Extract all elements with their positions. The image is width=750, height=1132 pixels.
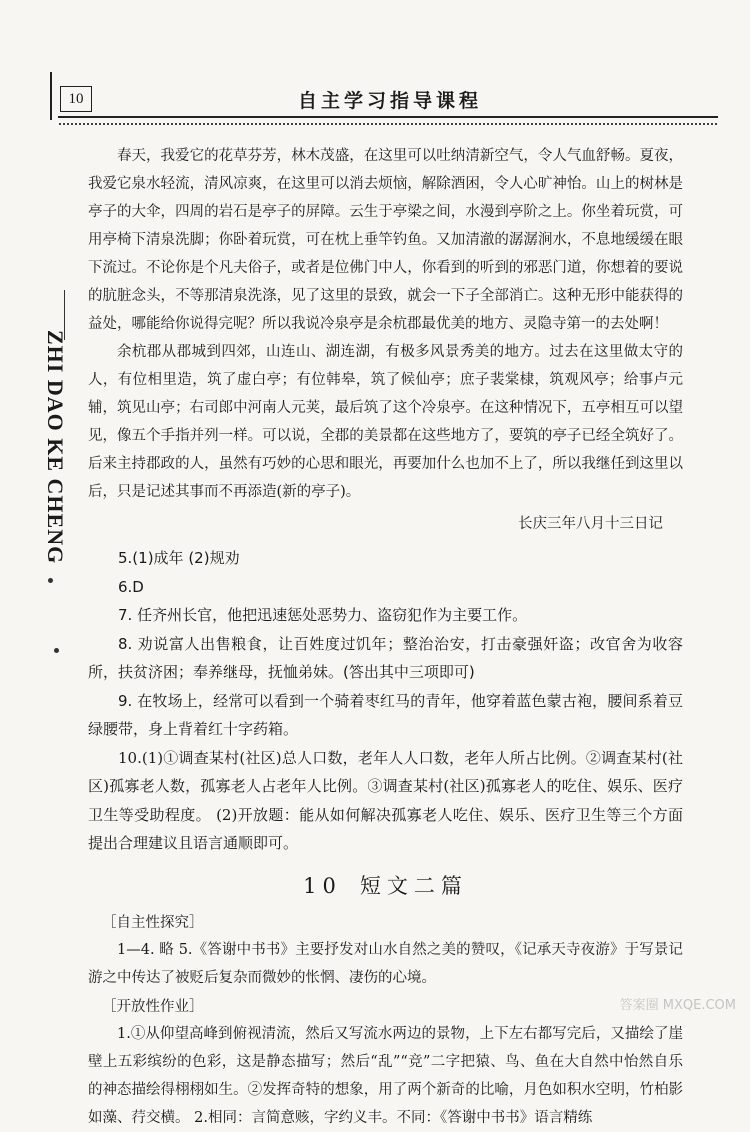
margin-dot: [48, 578, 53, 583]
answer-item: 5.(1)成年 (2)规劝: [118, 549, 240, 567]
section-content: [88, 910, 683, 1132]
answer-item: 7. 任齐州长官，他把迅速惩处恶势力、盗窃犯作为主要工作。: [118, 606, 528, 624]
watermark-text: 答案圈 MXQE.COM: [619, 998, 736, 1013]
header-dotted-rule: [58, 122, 718, 126]
answer-item: 8. 劝说富人出售粮食，让百姓度过饥年；整治治安，打击豪强奸盗；改官舍为收容所，扶贫济困；奉养继母，抚恤弟妹。(答出其中三项即可): [88, 634, 683, 681]
answer-item: 6.D: [118, 577, 144, 596]
page-number: 10: [60, 86, 92, 112]
section-title: 短文二篇: [359, 873, 468, 898]
subsection-label: ［开放性作业］: [102, 998, 204, 1015]
answer-list: [88, 544, 683, 858]
answer-item: 9. 在牧场上，经常可以看到一个骑着枣红马的青年，他穿着蓝色蒙古袍，腰间系着豆绿腰带，身上背着红十字药箱。: [88, 691, 683, 738]
margin-dot: [54, 648, 59, 653]
side-vertical-text: ZHI DAO KE CHENG: [43, 330, 68, 565]
date-line: 长庆三年八月十三日记: [518, 516, 663, 532]
answer-item: 10.(1)①调查某村(社区)总人口数，老年人人口数，老年人所占比例。②调查某村(社区)孤寡老人数，孤寡老人占老年人比例。③调查某村(社区)孤寡老人的吃住、娱乐、医疗卫生等受助程度。 (2)开放题：能从如何解决孤寡老人吃住、娱乐、医疗卫生等三个方面提出合理建议且语言通顺即可。: [88, 748, 683, 852]
subsection-label: ［自主性探究］: [102, 914, 204, 931]
section-number: 10: [303, 873, 342, 898]
section-heading: [88, 870, 683, 900]
header-title: 自主学习指导课程: [298, 90, 483, 112]
subsection-text: 1—4. 略 5.《答谢中书书》主要抒发对山水自然之美的赞叹，《记承天寺夜游》于写景记游之中传达了被贬后复杂而微妙的怅惘、凄伤的心境。: [88, 941, 683, 986]
passage-paragraph-1: 春天，我爱它的花草芬芳，林木茂盛，在这里可以吐纳清新空气，令人气血舒畅。夏夜，我爱它泉水轻流，清风凉爽，在这里可以消去烦恼，解除酒困，令人心旷神怡。山上的树林是亭子的大伞，四周的岩石是亭子的屏障。云生于亭梁之间，水漫到亭阶之上。你坐着玩赏，可用亭椅下清泉洗脚；你卧着玩赏，可在枕上垂竿钓鱼。又加清澈的潺潺涧水，不息地缓缓在眼下流过。不论你是个凡夫俗子，或者是位佛门中人，你看到的听到的邪恶门道，你想着的要说的肮脏念头，不等那清泉洗涤，见了这里的景致，就会一下子全部消亡。这种无形中能获得的益处，哪能给你说得完呢？所以我说冷泉亭是余杭郡最优美的地方、灵隐寺第一的去处啊！: [88, 148, 683, 332]
subsection-text: 1.①从仰望高峰到俯视清流，然后又写流水两边的景物，上下左右都写完后，又描绘了崖壁上五彩缤纷的色彩，这是静态描写；然后“乱”“竞”二字把猿、鸟、鱼在大自然中怡然自乐的神态描绘得栩栩如生。②发挥奇特的想象，用了两个新奇的比喻，月色如积水空明，竹柏影如藻、荇交横。 2.相同：言简意赅，字约义丰。不同：《答谢中书书》语言精练: [88, 1025, 683, 1126]
watermark-logo: [596, 994, 736, 1058]
left-margin-rule: [50, 72, 52, 120]
page-content: [88, 142, 683, 1132]
page-header: [58, 86, 718, 118]
passage-paragraph-2: 余杭郡从郡城到四郊，山连山、湖连湖，有极多风景秀美的地方。过去在这里做太守的人，有位相里造，筑了虚白亭；有位韩皋，筑了候仙亭；庶子裴棠棣，筑观风亭；给事卢元辅，筑见山亭；右司郎中河南人元荚，最后筑了这个冷泉亭。在这种情况下，五亭相互可以望见，像五个手指并列一样。可以说，全郡的美景都在这些地方了，要筑的亭子已经全筑好了。后来主持郡政的人，虽然有巧妙的心思和眼光，再要加什么也加不上了，所以我继任到这里以后，只是记述其事而不再添造(新的亭子)。: [88, 344, 683, 500]
